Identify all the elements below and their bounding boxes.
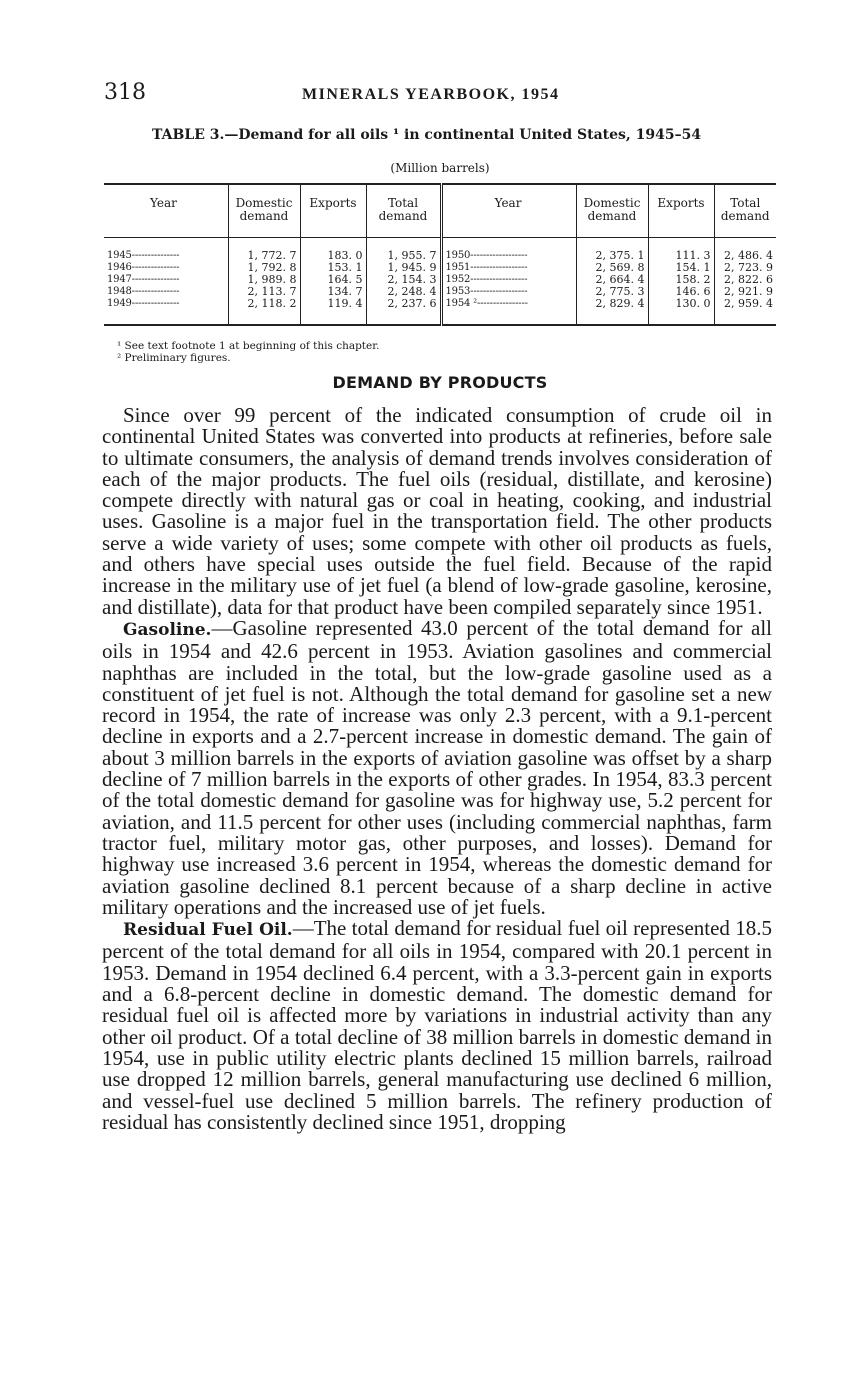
total-cell: 2, 921. 9 [714,286,776,298]
domestic-cell: 2, 118. 2 [228,298,300,325]
total-cell: 2, 237. 6 [366,298,441,325]
exports-cell: 153. 1 [300,262,366,274]
total-cell: 2, 822. 6 [714,274,776,286]
exports-cell: 111. 3 [648,238,714,263]
exports-cell: 130. 0 [648,298,714,325]
total-cell: 2, 248. 4 [366,286,441,298]
body-text [102,405,772,1133]
col-header-total: Total demand [366,184,441,238]
col-header-domestic-2: Domestic demand [576,184,648,238]
total-cell: 2, 154. 3 [366,274,441,286]
col-header-exports-2: Exports [648,184,714,238]
domestic-cell: 2, 375. 1 [576,238,648,263]
year-cell: 1945--------------- [107,250,180,261]
year-cell: 1949--------------- [107,298,180,309]
exports-cell: 134. 7 [300,286,366,298]
runin-heading-residual: Residual Fuel Oil. [123,920,293,941]
table-footnotes [117,340,379,364]
year-cell: 1947--------------- [107,274,180,285]
domestic-cell: 2, 829. 4 [576,298,648,325]
exports-cell: 183. 0 [300,238,366,263]
domestic-cell: 1, 792. 8 [228,262,300,274]
year-cell: 1946--------------- [107,262,180,273]
runin-heading-gasoline: Gasoline. [123,619,212,640]
table-header-row [104,184,776,238]
section-heading: DEMAND BY PRODUCTS [332,373,548,392]
paragraph-residual [102,918,772,1133]
domestic-cell: 2, 569. 8 [576,262,648,274]
domestic-cell: 2, 775. 3 [576,286,648,298]
footnote-1: ¹ See text footnote 1 at beginning of this chapter. [117,340,380,352]
total-cell: 2, 959. 4 [714,298,776,325]
year-cell: 1950------------------ [441,238,576,263]
col-header-exports: Exports [300,184,366,238]
year-cell: 1954 ²---------------- [441,298,576,325]
exports-cell: 146. 6 [648,286,714,298]
footnote-2: ² Preliminary figures. [117,352,231,364]
page-number: 318 [104,80,146,105]
demand-table [104,183,776,326]
total-cell: 2, 486. 4 [714,238,776,263]
exports-cell: 154. 1 [648,262,714,274]
year-cell: 1951------------------ [441,262,576,274]
table-row [104,298,776,325]
domestic-cell: 1, 772. 7 [228,238,300,263]
table-subtitle: (Million barrels) [390,161,490,175]
domestic-cell: 2, 664. 4 [576,274,648,286]
domestic-cell: 1, 989. 8 [228,274,300,286]
col-header-year: Year [104,184,228,238]
paragraph-gasoline [102,615,772,919]
table-title: TABLE 3.—Demand for all oils ¹ in continental United States, 1945–54 [152,127,702,143]
total-cell: 1, 955. 7 [366,238,441,263]
running-head: MINERALS YEARBOOK, 1954 [302,86,560,103]
total-cell: 1, 945. 9 [366,262,441,274]
year-cell: 1953------------------ [441,286,576,298]
exports-cell: 119. 4 [300,298,366,325]
table-row [104,238,776,263]
domestic-cell: 2, 113. 7 [228,286,300,298]
col-header-domestic: Domestic demand [228,184,300,238]
paragraph-gasoline-text: —Gasoline represented 43.0 percent of the total demand for all oils in 1954 and 42.6 percent in 1953. Aviation gasolines and commercial naphthas are included in the total, but the low-grade gasoline used as a constituent of jet fuel is not. Although the total demand for gasoline set a new record in 1954, the rate of increase was only 2.3 percent, with a 9.1-percent decline in exports and a 2.7-percent increase in domestic demand. The gain of about 3 million barrels in the exports of aviation gasoline was offset by a sharp decline of 7 million barrels in the exports of other grades. In 1954, 83.3 percent of the total domestic demand for gasoline was for highway use, 5.2 percent for aviation, and 11.5 percent for other uses (including commercial naphthas, farm tractor fuel, military motor gas, other purposes, and losses). Demand for highway use increased 3.6 percent in 1954, whereas the domestic demand for aviation gasoline declined 8.1 percent because of a sharp decline in active military operations and the increased use of jet fuels. [102,615,772,919]
total-cell: 2, 723. 9 [714,262,776,274]
year-cell: 1952------------------ [441,274,576,286]
paragraph-intro: Since over 99 percent of the indicated consumption of crude oil in continental United States was converted into products at refineries, before sale to ultimate consumers, the analysis of demand trends involves consideration of each of the major products. The fuel oils (residual, distillate, and kerosine) compete directly with natural gas or coal in heating, cooking, and industrial uses. Gasoline is a major fuel in the transportation field. The other products serve a wide variety of uses; some compete with other oil products as fuels, and others have special uses outside the fuel field. Because of the rapid increase in the military use of jet fuel (a blend of low-grade gasoline, kerosine, and distillate), data for that product have been compiled separately since 1951. [102,403,772,619]
col-header-total-2: Total demand [714,184,776,238]
exports-cell: 164. 5 [300,274,366,286]
year-cell: 1948--------------- [107,286,180,297]
exports-cell: 158. 2 [648,274,714,286]
col-header-year-2: Year [441,184,576,238]
paragraph-residual-text: —The total demand for residual fuel oil represented 18.5 percent of the total demand for all oils in 1954, compared with 20.1 percent in 1953. Demand in 1954 declined 6.4 percent, with a 3.3-percent gain in exports and a 6.8-percent decline in domestic demand. The domestic demand for residual fuel oil is affected more by variations in industrial activity than any other oil product. Of a total decline of 38 million barrels in domestic demand in 1954, use in public utility electric plants declined 15 million barrels, railroad use dropped 12 million barrels, general manufacturing use declined 6 million, and vessel-fuel use declined 5 million barrels. The refinery production of residual has consistently declined since 1951, dropping [102,916,772,1134]
